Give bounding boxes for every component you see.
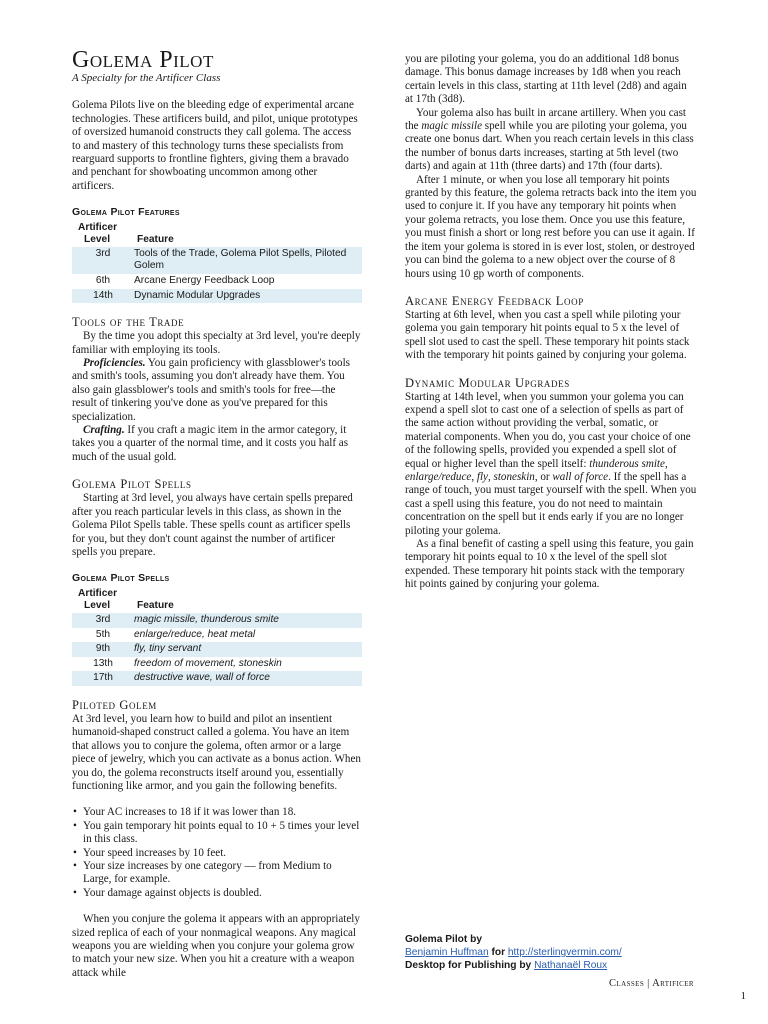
- list-item: • Your size increases by one category — from Medium to Large, for example.: [72, 860, 362, 887]
- crafting-text: If you craft a magic item in the armor category, it takes you a quarter of the normal time, and it costs you half as much of the usual gold.: [72, 424, 349, 463]
- table-cell-feature: enlarge/reduce, heat metal: [134, 628, 256, 640]
- table-header-row: [72, 600, 362, 613]
- list-item: • Your damage against objects is doubled.: [72, 887, 362, 900]
- crafting-label: Crafting.: [83, 424, 125, 437]
- proficiencies-label: Proficiencies.: [83, 357, 146, 370]
- benefits-list: [72, 806, 362, 900]
- page-title: Golema Pilot: [72, 47, 214, 73]
- spell-name: magic missile: [421, 120, 483, 133]
- table-cell-feature: fly, tiny servant: [134, 642, 362, 657]
- features-table-title: Golema Pilot Features: [72, 206, 180, 219]
- table-row: [72, 247, 362, 274]
- table-cell-feature: Arcane Energy Feedback Loop: [134, 275, 275, 287]
- crafting-paragraph: [72, 424, 362, 464]
- table-row: [72, 289, 362, 304]
- table-cell-feature: magic missile, thunderous smite: [134, 613, 362, 628]
- table-cell-feature: freedom of movement, stoneskin: [134, 657, 282, 669]
- spells-table-title: Golema Pilot Spells: [72, 572, 170, 585]
- spells-heading: Golema Pilot Spells: [72, 477, 192, 492]
- table-cell-feature: Tools of the Trade, Golema Pilot Spells, Piloted Golem: [134, 247, 362, 274]
- website-link[interactable]: http://sterlingvermin.com/: [507, 946, 622, 958]
- table-cell-level: 6th: [95, 275, 111, 287]
- spells-paragraph: Starting at 3rd level, you always have certain spells prepared after you reach particular levels in this class, as shown in the Golema Pilot Spells table. These spells count as artificer spells for you, but they don't count against the number of artificer spells you prepare.: [72, 492, 353, 558]
- table-row: [72, 642, 362, 657]
- table-header-row: [72, 222, 362, 235]
- table-row: [72, 613, 362, 628]
- table-header-feature: Feature: [137, 234, 174, 246]
- table-cell-level: 3rd: [72, 613, 134, 628]
- tools-heading: Tools of the Trade: [72, 315, 185, 330]
- list-item: • Your AC increases to 18 if it was lower than 18.: [72, 806, 362, 819]
- credits-line-2: Benjamin Huffman for http://sterlingvermin.com/: [405, 946, 622, 958]
- left-column: [72, 48, 362, 980]
- final-benefit-paragraph: As a final benefit of casting a spell using this feature, you gain temporary hit points equal to 10 x the level of the spell slot expended. These temporary hit points stack with the temporary hit points gained by conjuring your golema.: [405, 538, 694, 591]
- table-cell-feature: Dynamic Modular Upgrades: [134, 289, 362, 304]
- tools-paragraph: By the time you adopt this specialty at 3rd level, you're deeply familiar with employing its tools.: [72, 330, 361, 356]
- table-header-row: [72, 588, 362, 601]
- retract-paragraph: After 1 minute, or when you lose all temporary hit points granted by this feature, the golema retracts back into the item you used to conjure it. If you have any temporary hit points when your golema retracts, you lose them. Once you use this feature, you must finish a short or long rest before you can use it again. If the item your golema is stored in is ever lost, stolen, or destroyed you can bind the golema to a new object over the course of 8 hours using 10 gp worth of components.: [405, 173, 697, 280]
- damage-paragraph: you are piloting your golema, you do an additional 1d8 bonus damage. This bonus damage increases by 1d8 when you reach certain levels in this class, starting at 11th level (2d8) and again at 17th (3d8).: [405, 53, 687, 106]
- table-header-level-2: Level: [84, 600, 111, 612]
- table-header-feature: Feature: [137, 600, 174, 612]
- credits: [405, 934, 705, 972]
- table-cell-level: 17th: [72, 671, 134, 686]
- arcane-heading: Arcane Energy Feedback Loop: [405, 293, 584, 308]
- dynamic-heading: Dynamic Modular Upgrades: [405, 375, 570, 390]
- table-header-level-1: Artificer: [78, 587, 118, 599]
- footer-class: Artificer: [652, 978, 694, 989]
- conjure-paragraph: When you conjure the golema it appears with an appropriately sized replica of each of your nonmagical weapons. Any magical weapons you are wielding when you conjure your golema grow to match your new size. When you hit a creature with a weapon attack while: [72, 913, 360, 979]
- proficiencies-paragraph: [72, 357, 362, 424]
- dynamic-paragraph: Starting at 14th level, when you summon your golema you can expend a spell slot to cast one of a selection of spells as part of the same action without providing the verbal, somatic, or material components. When you do, you cast your choice of one of the following spells, provided you expended a spell slot of equal or higher level than the spell itself: thunderous smite, enlarge/reduce, fly, stoneskin, or wall of force. If the spell has a range of touch, you must target yourself with the spell. When you cast a spell using this feature, you do not need to maintain concentration on the spell but it ends early if you are no longer piloting your golema.: [405, 390, 697, 537]
- table-row: [72, 657, 362, 672]
- list-item: • You gain temporary hit points equal to 10 + 5 times your level in this class.: [72, 820, 362, 847]
- table-cell-level: 9th: [72, 642, 134, 657]
- author-link[interactable]: Benjamin Huffman: [405, 946, 489, 958]
- page-subtitle: A Specialty for the Artificer Class: [72, 72, 221, 84]
- table-cell-level: 13th: [93, 657, 113, 669]
- credits-line-1: Golema Pilot by: [405, 934, 482, 945]
- credits-line-3: Desktop for Publishing by Nathanaël Roux: [405, 959, 608, 971]
- table-row: [72, 671, 362, 686]
- right-column: [405, 53, 697, 592]
- table-row: [72, 628, 362, 643]
- table-cell-level: 3rd: [72, 247, 134, 274]
- footer-section: Classes: [609, 978, 645, 989]
- table-cell-feature: destructive wave, wall of force: [134, 671, 362, 686]
- piloted-heading: Piloted Golem: [72, 697, 157, 712]
- piloted-paragraph: At 3rd level, you learn how to build and pilot an insentient humanoid-shaped construct called a golema. You have an item that allows you to conjure the golema, often armor or a large piece of jewelry, which you can activate as a bonus action. When you do, the golema reconstructs itself around you, essentially functioning like armor, and you gain the following benefits.: [72, 712, 361, 792]
- artillery-paragraph: Your golema also has built in arcane artillery. When you cast the magic missile spell while you are piloting your golema, you create one bonus dart. When you reach certain levels in this class the number of bonus darts increases, starting at 5th level (two darts) and again at 11th (three darts) and 17th (four darts).: [405, 106, 694, 173]
- list-item: • Your speed increases by 10 feet.: [72, 847, 362, 860]
- page-footer: Classes | Artificer: [609, 978, 694, 989]
- table-cell-level: 5th: [95, 628, 111, 640]
- table-header-level-2: Level: [84, 234, 111, 246]
- table-row: [72, 274, 362, 289]
- publisher-link[interactable]: Nathanaël Roux: [534, 959, 608, 971]
- proficiencies-text: You gain proficiency with glassblower's tools and smith's tools, assuming you don't already have them. You also gain glassblower's tools and smith's tools for free—the result of tinkering you've done as you've prepared for this specialization.: [72, 357, 350, 423]
- table-header-level-1: Artificer: [78, 221, 118, 233]
- arcane-paragraph: Starting at 6th level, when you cast a spell while piloting your golema you gain temporary hit points equal to 5 x the level of spell slot used to cast the spell. These temporary hit points stack with the temporary hit points gained by conjuring your golema.: [405, 308, 690, 362]
- table-header-row: [72, 234, 362, 247]
- table-cell-level: 14th: [72, 289, 134, 304]
- spells-table: [72, 588, 362, 686]
- page-number: 1: [740, 990, 746, 1002]
- features-table: [72, 222, 362, 304]
- intro-paragraph: Golema Pilots live on the bleeding edge of experimental arcane technologies. These artificers build, and pilot, unique prototypes of oversized humanoid constructs they call golema. The access to and mastery of this technology turns these specialists from rearguard supports to frontline fighters, giving them a bravado and penchant for showboating uncommon among other artificers.: [72, 99, 358, 192]
